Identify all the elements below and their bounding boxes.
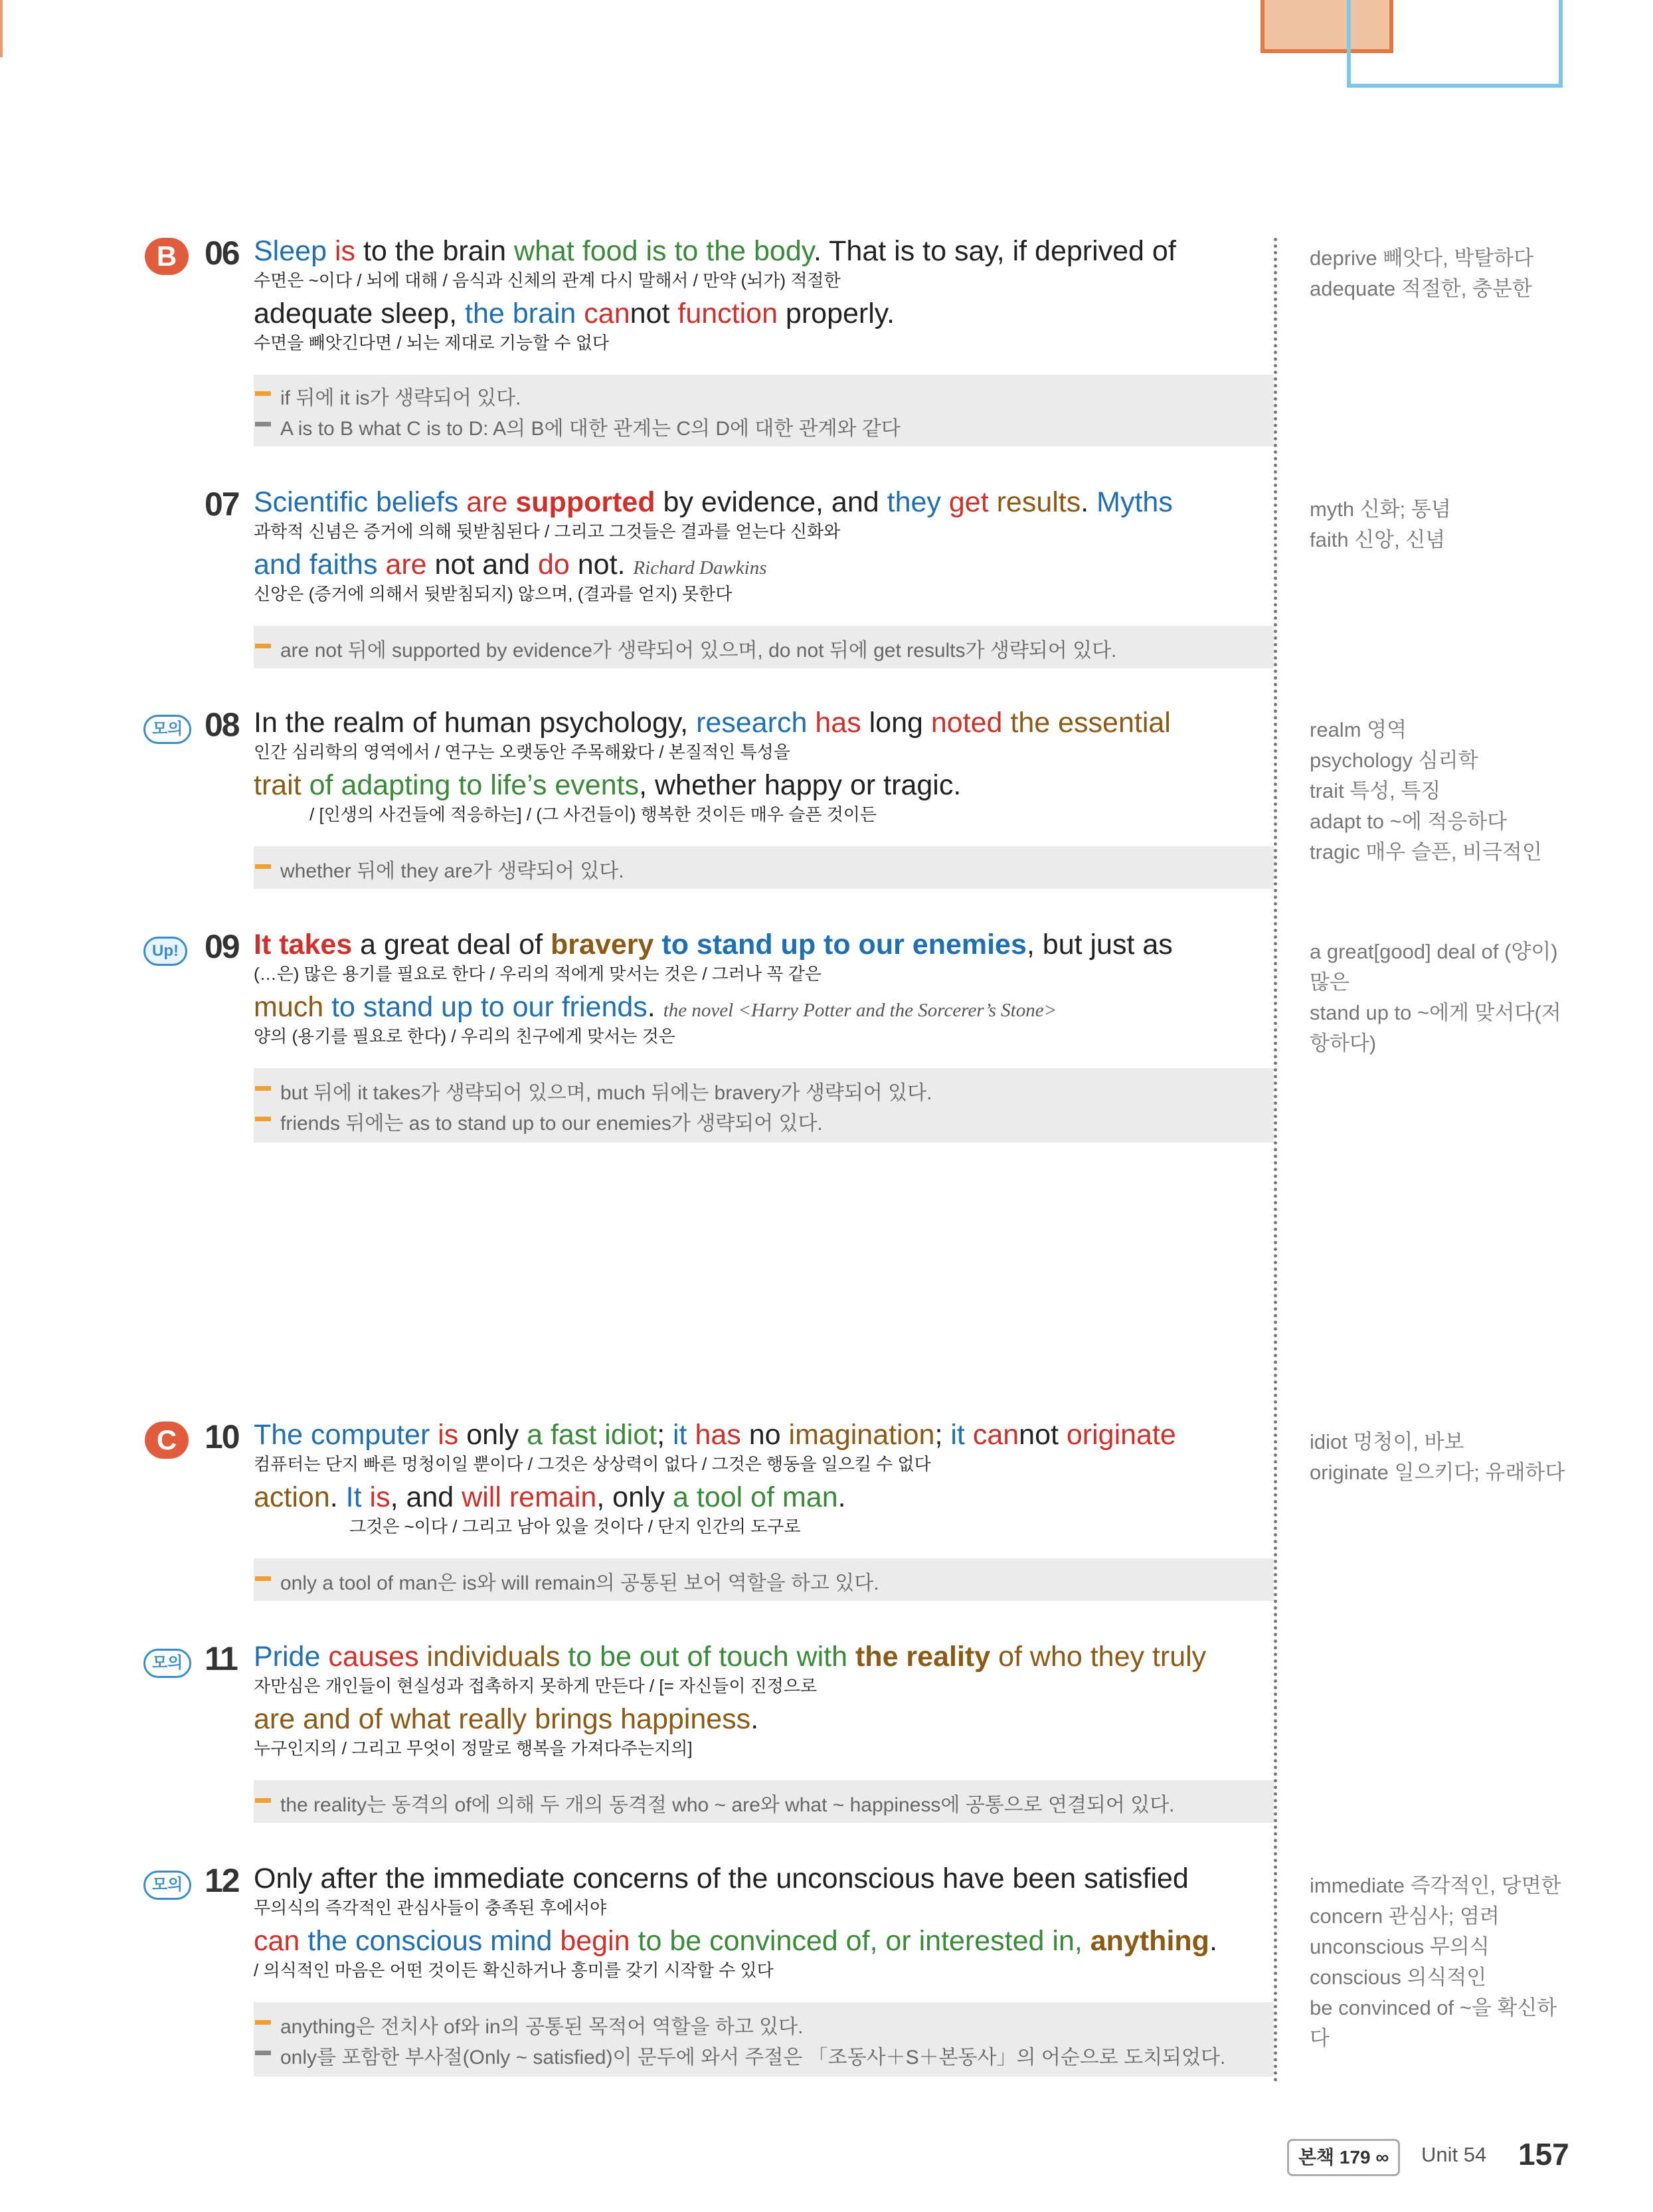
english-line: Only after the immediate concerns of the unconscious have been satisfied: [254, 1863, 1189, 1894]
note-marker: [255, 422, 271, 426]
korean-line: 누구인지의 / 그리고 무엇이 정말로 행복을 가져다주는지의]: [254, 1738, 693, 1758]
english-line: Pride causes individuals to be out of touch with the reality of who they truly: [254, 1641, 1207, 1673]
english-line: Scientific beliefs are supported by evidence, and they get results. Myths: [254, 486, 1173, 518]
mock-exam-tag: 모의: [143, 715, 191, 744]
note-row: [280, 1788, 1175, 1817]
glossary-entry: idiot 멍청이, 바보: [1310, 1430, 1464, 1453]
note-row: [280, 381, 521, 411]
korean-line: (…은) 많은 용기를 필요로 한다 / 우리의 적에게 맞서는 것은 / 그러나 꼭 같은: [254, 964, 822, 984]
note-text: if 뒤에 it is가 생략되어 있다.: [280, 387, 521, 409]
note-text: only를 포함한 부사절(Only ~ satisfied)이 문두에 와서 주절은 「조동사＋S＋본동사」의 어순으로 도치되었다.: [280, 2047, 1226, 2069]
section-badge: B: [145, 238, 189, 275]
item-number: 10: [205, 1418, 239, 1455]
english-line: It takes a great deal of bravery to stand up to our enemies, but just as: [254, 929, 1173, 961]
korean-line: 컴퓨터는 단지 빠른 멍청이일 뿐이다 / 그것은 상상력이 없다 / 그것은 행동을 일으킬 수 없다: [254, 1454, 931, 1474]
note-text: are not 뒤에 supported by evidence가 생략되어 있으며, do not 뒤에 get results가 생략되어 있다.: [280, 640, 1117, 662]
english-line: are and of what really brings happiness.: [254, 1703, 759, 1735]
item-number: 09: [205, 928, 239, 965]
note-row: [280, 2010, 803, 2039]
citation: Richard Dawkins: [633, 557, 767, 579]
mock-exam-tag: 모의: [143, 1649, 191, 1678]
glossary-entry: concern 관심사; 염려: [1310, 1904, 1500, 1928]
korean-line: / [인생의 사건들에 적응하는] / (그 사건들이) 행복한 것이든 매우 슬픈 것이든: [309, 804, 877, 824]
note-text: friends 뒤에는 as to stand up to our enemies가 생략되어 있다.: [280, 1113, 823, 1135]
korean-line: / 의식적인 마음은 어떤 것이든 확신하거나 흥미를 갖기 시작할 수 있다: [254, 1960, 774, 1980]
korean-line: 그것은 ~이다 / 그리고 남아 있을 것이다 / 단지 인간의 도구로: [349, 1517, 801, 1536]
book-reference-label: 본책 179: [1298, 2147, 1371, 2167]
glossary-entry: tragic 매우 슬픈, 비극적인: [1310, 840, 1542, 864]
glossary-entry: a great[good] deal of (양이) 많은: [1310, 940, 1558, 994]
korean-line: 과학적 신념은 증거에 의해 뒷받침된다 / 그리고 그것들은 결과를 얻는다 신화와: [254, 521, 841, 541]
section-badge: C: [145, 1422, 189, 1459]
glossary-entry: realm 영역: [1310, 718, 1407, 741]
item-number: 07: [205, 486, 239, 523]
glossary-entry: psychology 심리학: [1310, 749, 1478, 772]
glossary-entry: adequate 적절한, 충분한: [1310, 277, 1532, 300]
glossary-entry: immediate 즉각적인, 당면한: [1310, 1874, 1561, 1897]
english-line: adequate sleep, the brain cannot function properly.: [254, 298, 895, 329]
glossary-entry: unconscious 무의식: [1310, 1935, 1490, 1958]
note-marker: [255, 1798, 271, 1803]
corner-decoration-blue: [1347, 0, 1563, 88]
note-text: the reality는 동격의 of에 의해 두 개의 동격절 who ~ are와 what ~ happiness에 공통으로 연결되어 있다.: [280, 1794, 1175, 1816]
english-line: and faiths are not and do not. Richard Dawkins: [254, 549, 767, 581]
note-row: [280, 412, 901, 441]
note-text: whether 뒤에 they are가 생략되어 있다.: [280, 860, 624, 882]
citation: the novel <Harry Potter and the Sorcerer’s Stone>: [663, 1000, 1057, 1021]
note-row: [280, 854, 624, 883]
korean-line: 수면은 ~이다 / 뇌에 대해 / 음식과 신체의 관계 다시 말해서 / 만약 (뇌가) 적절한: [254, 270, 841, 290]
korean-line: 수면을 빼앗긴다면 / 뇌는 제대로 기능할 수 없다: [254, 333, 609, 353]
korean-line: 무의식의 즉각적인 관심사들이 충족된 후에서야: [254, 1898, 607, 1918]
glossary-entry: faith 신앙, 신념: [1310, 528, 1446, 551]
glossary-entry: conscious 의식적인: [1310, 1966, 1487, 1989]
page-number: 157: [1518, 2137, 1569, 2171]
note-marker: [255, 2020, 271, 2025]
glossary-entry: trait 특성, 특징: [1310, 779, 1441, 802]
grammar-note: [254, 2002, 1274, 2076]
note-row: [280, 2041, 1225, 2070]
link-icon: ∞: [1375, 2147, 1389, 2167]
note-row: [280, 1076, 932, 1105]
item-number: 08: [205, 706, 239, 743]
note-text: A is to B what C is to D: A의 B에 대한 관계는 C의 D에 대한 관계와 같다: [280, 418, 901, 440]
note-marker: [255, 1086, 271, 1091]
korean-line: 양의 (용기를 필요로 한다) / 우리의 친구에게 맞서는 것은: [254, 1026, 675, 1046]
glossary-entry: stand up to ~에게 맞서다(저항하다): [1310, 1001, 1561, 1055]
note-marker: [255, 2051, 271, 2055]
grammar-note: [254, 846, 1274, 889]
note-text: only a tool of man은 is와 will remain의 공통된 보어 역할을 하고 있다.: [280, 1572, 879, 1594]
grammar-note: [254, 1068, 1274, 1143]
english-line: The computer is only a fast idiot; it has no imagination; it cannot originate: [254, 1419, 1176, 1451]
glossary-entry: deprive 빼앗다, 박탈하다: [1310, 246, 1534, 270]
english-line: Sleep is to the brain what food is to the body. That is to say, if deprived of: [254, 235, 1176, 267]
english-line: much to stand up to our friends. the novel <Harry Potter and the Sorcerer’s Stone>: [254, 991, 1057, 1023]
note-marker: [255, 1117, 271, 1121]
english-line: trait of adapting to life’s events, whether happy or tragic.: [254, 769, 962, 801]
korean-line: 자만심은 개인들이 현실성과 접촉하지 못하게 만든다 / [= 자신들이 진정으로: [254, 1676, 818, 1696]
grammar-note: [254, 1780, 1274, 1823]
note-row: [280, 634, 1116, 663]
note-marker: [255, 1576, 271, 1581]
note-marker: [255, 644, 271, 648]
item-number: 06: [205, 234, 239, 272]
note-row: [280, 1566, 879, 1596]
note-row: [280, 1107, 823, 1136]
glossary-entry: originate 일으키다; 유래하다: [1310, 1461, 1565, 1484]
english-line: In the realm of human psychology, research has long noted the essential: [254, 707, 1171, 739]
item-number: 11: [205, 1640, 237, 1677]
mock-exam-tag: 모의: [143, 1871, 191, 1900]
english-line: can the conscious mind begin to be convinced of, or interested in, anything.: [254, 1925, 1217, 1957]
note-text: but 뒤에 it takes가 생략되어 있으며, much 뒤에는 bravery가 생략되어 있다.: [280, 1082, 932, 1104]
left-edge-mark: [0, 0, 3, 57]
grammar-note: [254, 1558, 1274, 1601]
note-text: anything은 전치사 of와 in의 공통된 목적어 역할을 하고 있다.: [280, 2016, 804, 2038]
note-marker: [255, 391, 271, 396]
book-reference-link[interactable]: [1287, 2139, 1400, 2176]
glossary-entry: adapt to ~에 적응하다: [1310, 810, 1508, 833]
korean-line: 신앙은 (증거에 의해서 뒷받침되지) 않으며, (결과를 얻지) 못한다: [254, 584, 733, 604]
item-number: 12: [205, 1862, 239, 1899]
up-tag: Up!: [143, 937, 187, 966]
glossary-divider: [1274, 238, 1277, 2083]
grammar-note: [254, 375, 1274, 446]
grammar-note: [254, 626, 1274, 668]
glossary-entry: be convinced of ~을 확신하다: [1310, 1996, 1557, 2050]
english-line: action. It is, and will remain, only a tool of man.: [254, 1481, 846, 1513]
unit-label: Unit 54: [1421, 2143, 1487, 2166]
glossary-entry: myth 신화; 통념: [1310, 498, 1451, 521]
korean-line: 인간 심리학의 영역에서 / 연구는 오랫동안 주목해왔다 / 본질적인 특성을: [254, 742, 790, 762]
note-marker: [255, 864, 271, 869]
